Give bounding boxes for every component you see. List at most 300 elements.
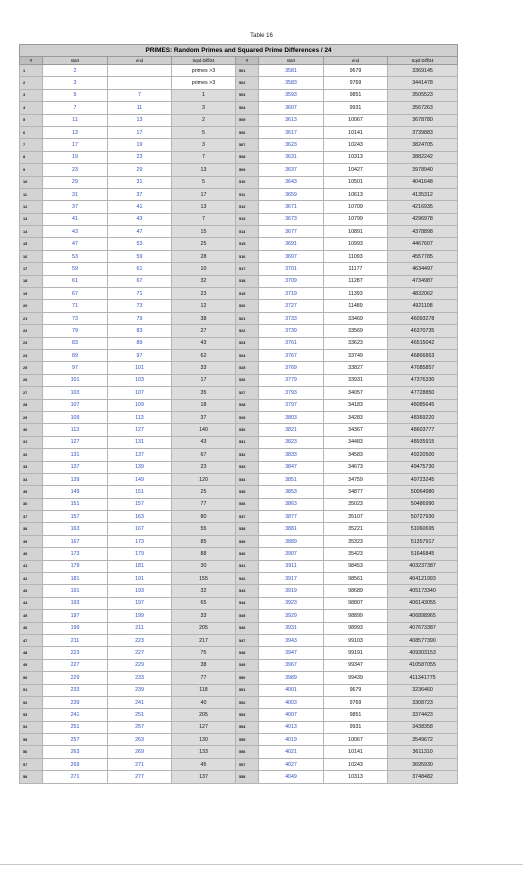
end-cell-right: 33623 (324, 337, 388, 349)
end-cell-right: 34759 (324, 473, 388, 485)
row-index: 16 (20, 250, 43, 262)
table-row (20, 746, 458, 758)
row-index-right: 544 (236, 597, 259, 609)
row-index-right: 528 (236, 399, 259, 411)
end-cell-right: 33469 (324, 312, 388, 324)
row-index-right: 536 (236, 498, 259, 510)
row-index-right: 551 (236, 684, 259, 696)
start-cell-right: 3767 (259, 349, 324, 361)
start-cell: 73 (43, 312, 108, 324)
diff-cell-right: 4216935 (388, 201, 458, 213)
row-index: 38 (20, 523, 43, 535)
start-cell: 263 (43, 746, 108, 758)
row-index: 18 (20, 275, 43, 287)
start-cell-right: 3823 (259, 436, 324, 448)
row-index-right: 512 (236, 201, 259, 213)
row-index-right: 554 (236, 721, 259, 733)
diff-cell: 85 (172, 535, 236, 547)
diff-cell-right: 47728850 (388, 387, 458, 399)
table-row (20, 771, 458, 783)
row-index: 41 (20, 560, 43, 572)
end-cell-right: 98453 (324, 560, 388, 572)
start-cell-right: 3919 (259, 585, 324, 597)
end-cell-right: 9851 (324, 89, 388, 101)
row-index: 43 (20, 585, 43, 597)
row-index-right: 514 (236, 226, 259, 238)
row-index-right: 534 (236, 473, 259, 485)
table-row (20, 89, 458, 101)
table-row (20, 560, 458, 572)
diff-cell: 25 (172, 486, 236, 498)
diff-cell-right: 3438358 (388, 721, 458, 733)
diff-cell: 130 (172, 734, 236, 746)
col-start2-header: start (259, 57, 324, 65)
table-row (20, 399, 458, 411)
end-cell-right: 34483 (324, 436, 388, 448)
end-cell-right: 11287 (324, 275, 388, 287)
end-cell-right: 10243 (324, 139, 388, 151)
diff-cell: 3 (172, 102, 236, 114)
start-cell: 199 (43, 622, 108, 634)
table-row (20, 213, 458, 225)
start-cell: 251 (43, 721, 108, 733)
table-row (20, 634, 458, 646)
start-cell: 223 (43, 647, 108, 659)
start-cell: 37 (43, 201, 108, 213)
diff-cell: 38 (172, 312, 236, 324)
diff-cell-right: 48935915 (388, 436, 458, 448)
column-header-row (20, 57, 458, 65)
diff-cell-right: 3611310 (388, 746, 458, 758)
table-row (20, 672, 458, 684)
start-cell-right: 3607 (259, 102, 324, 114)
start-cell: 41 (43, 213, 108, 225)
diff-cell-right: 403237387 (388, 560, 458, 572)
end-cell: 179 (108, 548, 172, 560)
end-cell-right: 10891 (324, 226, 388, 238)
start-cell: 173 (43, 548, 108, 560)
start-cell-right: 3853 (259, 486, 324, 498)
start-cell-right: 3797 (259, 399, 324, 411)
diff-cell: 80 (172, 511, 236, 523)
end-cell-right: 9851 (324, 709, 388, 721)
start-cell-right: 3677 (259, 226, 324, 238)
diff-cell: 27 (172, 325, 236, 337)
table-row (20, 622, 458, 634)
row-index: 8 (20, 151, 43, 163)
start-cell: 53 (43, 250, 108, 262)
start-cell-right: 3581 (259, 65, 324, 77)
end-cell-right: 35423 (324, 548, 388, 560)
end-cell: 107 (108, 387, 172, 399)
start-cell: 271 (43, 771, 108, 783)
diff-cell-right: 4041648 (388, 176, 458, 188)
start-cell: 13 (43, 126, 108, 138)
diff-cell: primes >3 (172, 65, 236, 77)
table-row (20, 659, 458, 671)
diff-cell-right: 47376330 (388, 374, 458, 386)
start-cell: 211 (43, 634, 108, 646)
end-cell: 277 (108, 771, 172, 783)
row-index: 31 (20, 436, 43, 448)
diff-cell-right: 410587055 (388, 659, 458, 671)
start-cell-right: 3947 (259, 647, 324, 659)
table-row (20, 374, 458, 386)
row-index: 2 (20, 77, 43, 89)
table-row (20, 436, 458, 448)
start-cell-right: 3671 (259, 201, 324, 213)
table-row (20, 535, 458, 547)
table-row (20, 312, 458, 324)
table-row (20, 523, 458, 535)
end-cell-right: 35221 (324, 523, 388, 535)
diff-cell-right: 406143055 (388, 597, 458, 609)
diff-cell-right: 3748482 (388, 771, 458, 783)
end-cell: 71 (108, 288, 172, 300)
row-index-right: 502 (236, 77, 259, 89)
start-cell-right: 3701 (259, 263, 324, 275)
row-index-right: 547 (236, 634, 259, 646)
diff-cell-right: 406898965 (388, 610, 458, 622)
end-cell-right: 9679 (324, 65, 388, 77)
start-cell-right: 3637 (259, 164, 324, 176)
row-index-right: 513 (236, 213, 259, 225)
row-index-right: 505 (236, 114, 259, 126)
diff-cell: 75 (172, 647, 236, 659)
start-cell-right: 3847 (259, 461, 324, 473)
row-index: 40 (20, 548, 43, 560)
end-cell: 157 (108, 498, 172, 510)
diff-cell-right: 409303153 (388, 647, 458, 659)
start-cell-right: 4003 (259, 696, 324, 708)
end-cell: 67 (108, 275, 172, 287)
start-cell: 71 (43, 300, 108, 312)
start-cell-right: 3923 (259, 597, 324, 609)
start-cell-right: 3821 (259, 424, 324, 436)
table-row (20, 486, 458, 498)
start-cell-right: 4001 (259, 684, 324, 696)
end-cell: 181 (108, 560, 172, 572)
end-cell-right: 10501 (324, 176, 388, 188)
diff-cell: 65 (172, 597, 236, 609)
diff-cell-right: 51357917 (388, 535, 458, 547)
table-row (20, 226, 458, 238)
end-cell-right: 10799 (324, 213, 388, 225)
row-index: 14 (20, 226, 43, 238)
end-cell-right: 34673 (324, 461, 388, 473)
start-cell: 113 (43, 424, 108, 436)
start-cell: 89 (43, 349, 108, 361)
diff-cell-right: 3567263 (388, 102, 458, 114)
primes-table (19, 44, 458, 784)
end-cell-right: 98899 (324, 610, 388, 622)
start-cell: 17 (43, 139, 108, 151)
start-cell-right: 3623 (259, 139, 324, 151)
table-row (20, 734, 458, 746)
end-cell-right: 9769 (324, 696, 388, 708)
end-cell: 73 (108, 300, 172, 312)
diff-cell-right: 3678780 (388, 114, 458, 126)
end-cell: 199 (108, 610, 172, 622)
diff-cell-right: 49220500 (388, 449, 458, 461)
sheet-title: Table 16 (250, 33, 273, 39)
row-index-right: 548 (236, 647, 259, 659)
diff-cell-right: 48603777 (388, 424, 458, 436)
start-cell: 101 (43, 374, 108, 386)
end-cell-right: 11489 (324, 300, 388, 312)
diff-cell-right: 50064980 (388, 486, 458, 498)
end-cell-right: 10067 (324, 734, 388, 746)
row-index-right: 545 (236, 610, 259, 622)
diff-cell: 67 (172, 449, 236, 461)
start-cell: 3 (43, 77, 108, 89)
row-index-right: 531 (236, 436, 259, 448)
end-cell: 229 (108, 659, 172, 671)
end-cell: 97 (108, 349, 172, 361)
table-row (20, 139, 458, 151)
diff-cell-right: 4135312 (388, 188, 458, 200)
row-index: 22 (20, 325, 43, 337)
diff-cell: 7 (172, 151, 236, 163)
row-index: 4 (20, 102, 43, 114)
table-row (20, 238, 458, 250)
diff-cell-right: 4734987 (388, 275, 458, 287)
start-cell-right: 3943 (259, 634, 324, 646)
end-cell-right: 11177 (324, 263, 388, 275)
col-end2-header: end (324, 57, 388, 65)
row-index-right: 539 (236, 535, 259, 547)
end-cell: 163 (108, 511, 172, 523)
diff-cell: 127 (172, 721, 236, 733)
row-index-right: 546 (236, 622, 259, 634)
end-cell-right: 98689 (324, 585, 388, 597)
diff-cell: 23 (172, 461, 236, 473)
end-cell: 59 (108, 250, 172, 262)
row-index: 24 (20, 349, 43, 361)
start-cell-right: 3989 (259, 672, 324, 684)
end-cell-right: 33931 (324, 374, 388, 386)
row-index: 36 (20, 498, 43, 510)
row-index-right: 507 (236, 139, 259, 151)
end-cell: 31 (108, 176, 172, 188)
table-row (20, 411, 458, 423)
diff-cell-right: 46515042 (388, 337, 458, 349)
table-row (20, 126, 458, 138)
row-index: 9 (20, 164, 43, 176)
start-cell: 131 (43, 449, 108, 461)
row-index-right: 509 (236, 164, 259, 176)
row-index-right: 529 (236, 411, 259, 423)
diff-cell: 62 (172, 349, 236, 361)
table-row (20, 473, 458, 485)
table-row (20, 449, 458, 461)
diff-cell-right: 3978940 (388, 164, 458, 176)
row-index: 32 (20, 449, 43, 461)
row-index-right: 538 (236, 523, 259, 535)
row-index-right: 506 (236, 126, 259, 138)
diff-cell: 133 (172, 746, 236, 758)
start-cell-right: 3793 (259, 387, 324, 399)
end-cell-right: 99103 (324, 634, 388, 646)
row-index: 55 (20, 734, 43, 746)
diff-cell: 217 (172, 634, 236, 646)
start-cell: 83 (43, 337, 108, 349)
row-index-right: 503 (236, 89, 259, 101)
end-cell: 7 (108, 89, 172, 101)
table-row (20, 201, 458, 213)
end-cell-right: 10141 (324, 746, 388, 758)
row-index: 7 (20, 139, 43, 151)
table-row (20, 362, 458, 374)
start-cell-right: 3691 (259, 238, 324, 250)
row-index: 49 (20, 659, 43, 671)
row-index: 47 (20, 634, 43, 646)
row-index: 33 (20, 461, 43, 473)
start-cell: 23 (43, 164, 108, 176)
table-row (20, 275, 458, 287)
table-row (20, 114, 458, 126)
start-cell-right: 4019 (259, 734, 324, 746)
start-cell: 191 (43, 585, 108, 597)
end-cell-right: 98561 (324, 573, 388, 585)
diff-cell: 17 (172, 374, 236, 386)
start-cell-right: 3631 (259, 151, 324, 163)
start-cell-right: 3733 (259, 312, 324, 324)
start-cell: 47 (43, 238, 108, 250)
table-row (20, 696, 458, 708)
end-cell: 11 (108, 102, 172, 114)
end-cell-right: 34583 (324, 449, 388, 461)
diff-cell-right: 4557785 (388, 250, 458, 262)
start-cell: 151 (43, 498, 108, 510)
start-cell-right: 3761 (259, 337, 324, 349)
end-cell: 173 (108, 535, 172, 547)
end-cell-right: 34283 (324, 411, 388, 423)
start-cell-right: 3917 (259, 573, 324, 585)
start-cell-right: 3719 (259, 288, 324, 300)
table-row (20, 585, 458, 597)
diff-cell-right: 3882242 (388, 151, 458, 163)
col-index-header: # (20, 57, 43, 65)
diff-cell: 7 (172, 213, 236, 225)
start-cell-right: 3851 (259, 473, 324, 485)
row-index: 29 (20, 411, 43, 423)
table-row (20, 684, 458, 696)
diff-cell: 40 (172, 696, 236, 708)
row-index-right: 542 (236, 573, 259, 585)
table-title: PRIMES: Random Primes and Squared Prime Differences / 24 (20, 45, 458, 57)
end-cell: 79 (108, 312, 172, 324)
start-cell-right: 4021 (259, 746, 324, 758)
diff-cell-right: 46370735 (388, 325, 458, 337)
end-cell: 193 (108, 585, 172, 597)
row-index: 5 (20, 114, 43, 126)
start-cell-right: 3673 (259, 213, 324, 225)
row-index: 53 (20, 709, 43, 721)
end-cell: 127 (108, 424, 172, 436)
diff-cell: 13 (172, 201, 236, 213)
row-index-right: 521 (236, 312, 259, 324)
diff-cell-right: 405173340 (388, 585, 458, 597)
end-cell-right: 99347 (324, 659, 388, 671)
row-index: 13 (20, 213, 43, 225)
row-index-right: 541 (236, 560, 259, 572)
diff-cell: 137 (172, 771, 236, 783)
start-cell: 163 (43, 523, 108, 535)
row-index-right: 501 (236, 65, 259, 77)
diff-cell: 2 (172, 114, 236, 126)
diff-cell: 38 (172, 659, 236, 671)
start-cell-right: 3709 (259, 275, 324, 287)
diff-cell: 45 (172, 758, 236, 770)
end-cell-right: 9931 (324, 102, 388, 114)
end-cell: 251 (108, 709, 172, 721)
start-cell: 7 (43, 102, 108, 114)
row-index-right: 510 (236, 176, 259, 188)
table-row (20, 164, 458, 176)
diff-cell-right: 50486990 (388, 498, 458, 510)
end-cell-right: 10313 (324, 771, 388, 783)
row-index: 19 (20, 288, 43, 300)
start-cell: 79 (43, 325, 108, 337)
start-cell-right: 3929 (259, 610, 324, 622)
start-cell: 193 (43, 597, 108, 609)
col-index2-header: # (236, 57, 259, 65)
row-index: 57 (20, 758, 43, 770)
start-cell: 61 (43, 275, 108, 287)
diff-cell-right: 48085645 (388, 399, 458, 411)
end-cell: 19 (108, 139, 172, 151)
row-index: 39 (20, 535, 43, 547)
end-cell: 109 (108, 399, 172, 411)
row-index: 12 (20, 201, 43, 213)
start-cell: 241 (43, 709, 108, 721)
start-cell-right: 3967 (259, 659, 324, 671)
row-index: 56 (20, 746, 43, 758)
end-cell: 191 (108, 573, 172, 585)
table-row (20, 349, 458, 361)
end-cell-right: 35107 (324, 511, 388, 523)
diff-cell-right: 49723245 (388, 473, 458, 485)
start-cell: 239 (43, 696, 108, 708)
diff-cell: primes >3 (172, 77, 236, 89)
diff-cell-right: 48369220 (388, 411, 458, 423)
row-index: 15 (20, 238, 43, 250)
start-cell: 181 (43, 573, 108, 585)
row-index-right: 527 (236, 387, 259, 399)
table-row (20, 337, 458, 349)
start-cell: 197 (43, 610, 108, 622)
table-row (20, 758, 458, 770)
end-cell: 131 (108, 436, 172, 448)
start-cell: 227 (43, 659, 108, 671)
diff-cell: 1 (172, 89, 236, 101)
start-cell: 109 (43, 411, 108, 423)
row-index-right: 549 (236, 659, 259, 671)
end-cell-right: 33569 (324, 325, 388, 337)
page-divider (0, 864, 523, 865)
diff-cell-right: 50727930 (388, 511, 458, 523)
diff-cell-right: 3739883 (388, 126, 458, 138)
end-cell: 17 (108, 126, 172, 138)
table-row (20, 387, 458, 399)
end-cell-right: 33827 (324, 362, 388, 374)
diff-cell: 120 (172, 473, 236, 485)
diff-cell: 33 (172, 362, 236, 374)
diff-cell: 43 (172, 337, 236, 349)
end-cell-right: 10313 (324, 151, 388, 163)
end-cell: 151 (108, 486, 172, 498)
